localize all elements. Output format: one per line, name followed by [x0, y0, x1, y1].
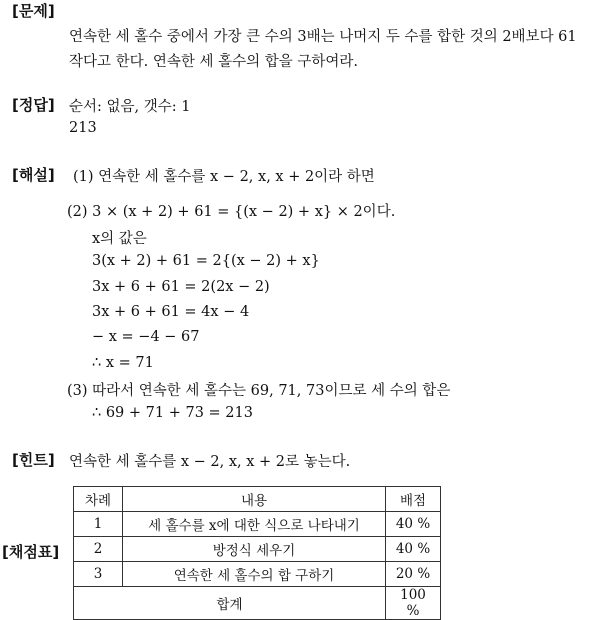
- solution-label: [해설]: [12, 166, 55, 184]
- rubric-total-row: [74, 587, 441, 620]
- rubric-header-content: 내용: [123, 487, 386, 512]
- rubric-order: 1: [74, 512, 123, 537]
- answer-meta: 순서: 없음, 갯수: 1: [69, 99, 191, 115]
- solution-line: 3(x + 2) + 61 = 2{(x − 2) + x}: [92, 253, 320, 269]
- solution-line: 3x + 6 + 61 = 4x − 4: [92, 304, 250, 320]
- hint-label: [힌트]: [12, 451, 55, 469]
- solution-line: 3x + 6 + 61 = 2(2x − 2): [92, 279, 270, 295]
- solution-line: (1) 연속한 세 홀수를 x − 2, x, x + 2이라 하면: [73, 169, 375, 185]
- solution-line: ∴ x = 71: [92, 355, 154, 371]
- problem-line-1: 연속한 세 홀수 중에서 가장 큰 수의 3배는 나머지 두 수를 합한 것의 2배보다 61: [69, 29, 577, 45]
- rubric-score: 40 %: [386, 537, 441, 562]
- solution-line: (2) 3 × (x + 2) + 61 = {(x − 2) + x} × 2이다.: [67, 204, 396, 220]
- table-row: [74, 512, 441, 537]
- rubric-header-row: [74, 487, 441, 512]
- problem-line-2: 작다고 한다. 연속한 세 홀수의 합을 구하여라.: [69, 54, 358, 70]
- answer-value: 213: [69, 120, 97, 136]
- problem-label: [문제]: [12, 2, 55, 20]
- solution-line: ∴ 69 + 71 + 73 = 213: [92, 405, 253, 421]
- solution-line: x의 값은: [92, 231, 147, 247]
- rubric-total-value: 100 %: [386, 587, 441, 620]
- rubric-header-order: 차례: [74, 487, 123, 512]
- rubric-score: 20 %: [386, 562, 441, 587]
- table-row: [74, 537, 441, 562]
- rubric-order: 2: [74, 537, 123, 562]
- rubric-score: 40 %: [386, 512, 441, 537]
- rubric-label: [채점표]: [2, 543, 60, 561]
- hint-text: 연속한 세 홀수를 x − 2, x, x + 2로 놓는다.: [69, 454, 351, 470]
- rubric-order: 3: [74, 562, 123, 587]
- rubric-content: 연속한 세 홀수의 합 구하기: [123, 562, 386, 587]
- rubric-content: 세 홀수를 x에 대한 식으로 나타내기: [123, 512, 386, 537]
- rubric-table: [73, 486, 441, 620]
- rubric-total-label: 합계: [74, 587, 386, 620]
- rubric-header-score: 배점: [386, 487, 441, 512]
- rubric-content: 방정식 세우기: [123, 537, 386, 562]
- table-row: [74, 562, 441, 587]
- solution-line: (3) 따라서 연속한 세 홀수는 69, 71, 73이므로 세 수의 합은: [67, 383, 451, 399]
- solution-line: − x = −4 − 67: [92, 329, 200, 345]
- answer-label: [정답]: [12, 96, 55, 114]
